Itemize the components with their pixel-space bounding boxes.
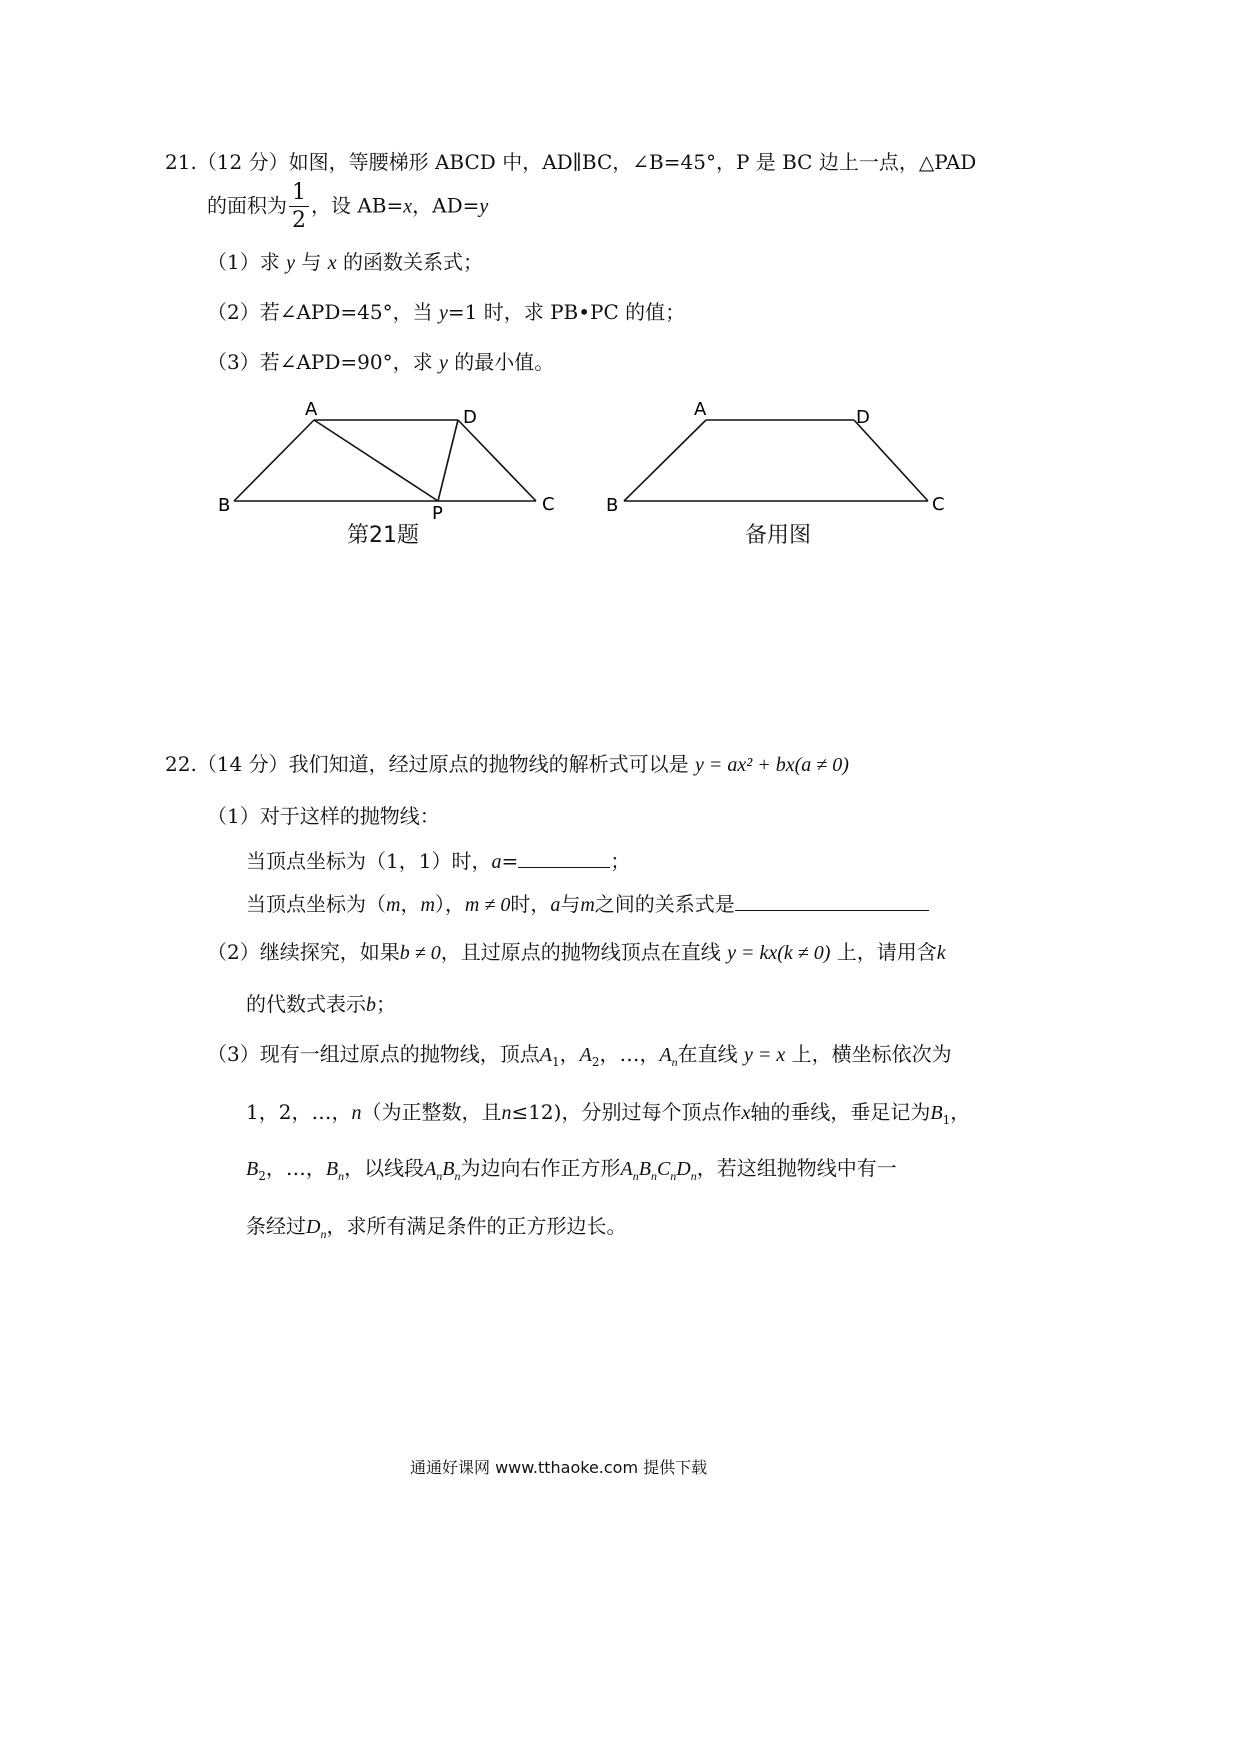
label-c: C (542, 494, 555, 515)
q21-part1: （1）求 y 与 x 的函数关系式； (207, 250, 483, 274)
label-p: P (432, 503, 443, 524)
answer-blank-2[interactable] (735, 892, 929, 911)
segment-ap (314, 420, 438, 501)
label-b: B (218, 495, 231, 516)
q21-line1 (165, 146, 976, 175)
q22-number: 22. (165, 752, 197, 776)
q21-score: （12 分） (196, 150, 289, 174)
q22-part2-line2: 的代数式表示b； (246, 992, 396, 1016)
q22-part1: （1）对于这样的抛物线： (207, 804, 440, 828)
q22-line1: 22.（14 分）我们知道，经过原点的抛物线的解析式可以是 y = ax² + bx(a ≠ 0) (165, 752, 849, 776)
label-c-spare: C (932, 494, 945, 515)
q21-line2: 的面积为 $\frac{1}{2}$ ，设 AB=x，AD=y (207, 180, 489, 233)
label-d-spare: D (856, 407, 870, 428)
q22-part2-line1: （2）继续探究，如果b ≠ 0，且过原点的抛物线顶点在直线 y = kx(k ≠ 0) 上，请用含k (207, 940, 946, 964)
segment-dc (458, 420, 536, 501)
label-d: D (463, 407, 477, 428)
q22-part3-line2: 1，2，…，n（为正整数，且n≤12)，分别过每个顶点作x轴的垂线，垂足记为$B_1$， (246, 1100, 971, 1127)
q22-part3-line3: $B_2$，…，$B_n$，以线段$A_nB_n$为边向右作正方形$A_nB_nC_nD_n$，若这组抛物线中有一 (246, 1156, 897, 1183)
figure-spare (600, 395, 960, 525)
segment-dc-spare (854, 420, 928, 501)
segment-ab (234, 420, 314, 501)
figure-21 (210, 395, 570, 525)
q21-number: 21. (165, 150, 197, 174)
answer-blank-1[interactable] (518, 849, 610, 868)
page-footer: 通通好课网 www.tthaoke.com 提供下载 (410, 1458, 708, 1477)
q22-part3-line4: 条经过$D_n$，求所有满足条件的正方形边长。 (246, 1214, 627, 1241)
q21-part2: （2）若∠APD=45°，当 y=1 时，求 PB•PC 的值； (207, 300, 686, 324)
q21-stem: 如图，等腰梯形 ABCD 中，AD∥BC，∠B=45°，P 是 BC 边上一点，△PAD (288, 150, 977, 174)
q21-part3: （3）若∠APD=90°，求 y 的最小值。 (207, 350, 555, 374)
segment-ab-spare (624, 420, 706, 501)
label-a: A (305, 399, 318, 420)
label-a-spare: A (694, 399, 707, 420)
figure-spare-caption: 备用图 (745, 523, 812, 548)
parabola-formula: y = ax² + bx(a ≠ 0) (694, 754, 849, 776)
q22-part1-line1: 当顶点坐标为（1，1）时，a= ； (246, 849, 631, 873)
segment-dp (438, 420, 458, 501)
fraction-one-half: $\frac{1}{2}$ (289, 182, 309, 232)
figure-21-caption: 第21题 (347, 523, 419, 548)
q22-part3-line1: （3）现有一组过原点的抛物线，顶点$A_1$，$A_2$，…，$A_n$在直线 y = x 上，横坐标依次为 (207, 1042, 952, 1069)
q22-score: （14 分） (196, 752, 289, 776)
q22-part1-line2: 当顶点坐标为（m，m），m ≠ 0时，a与m之间的关系式是 (246, 888, 929, 917)
label-b-spare: B (606, 495, 619, 516)
